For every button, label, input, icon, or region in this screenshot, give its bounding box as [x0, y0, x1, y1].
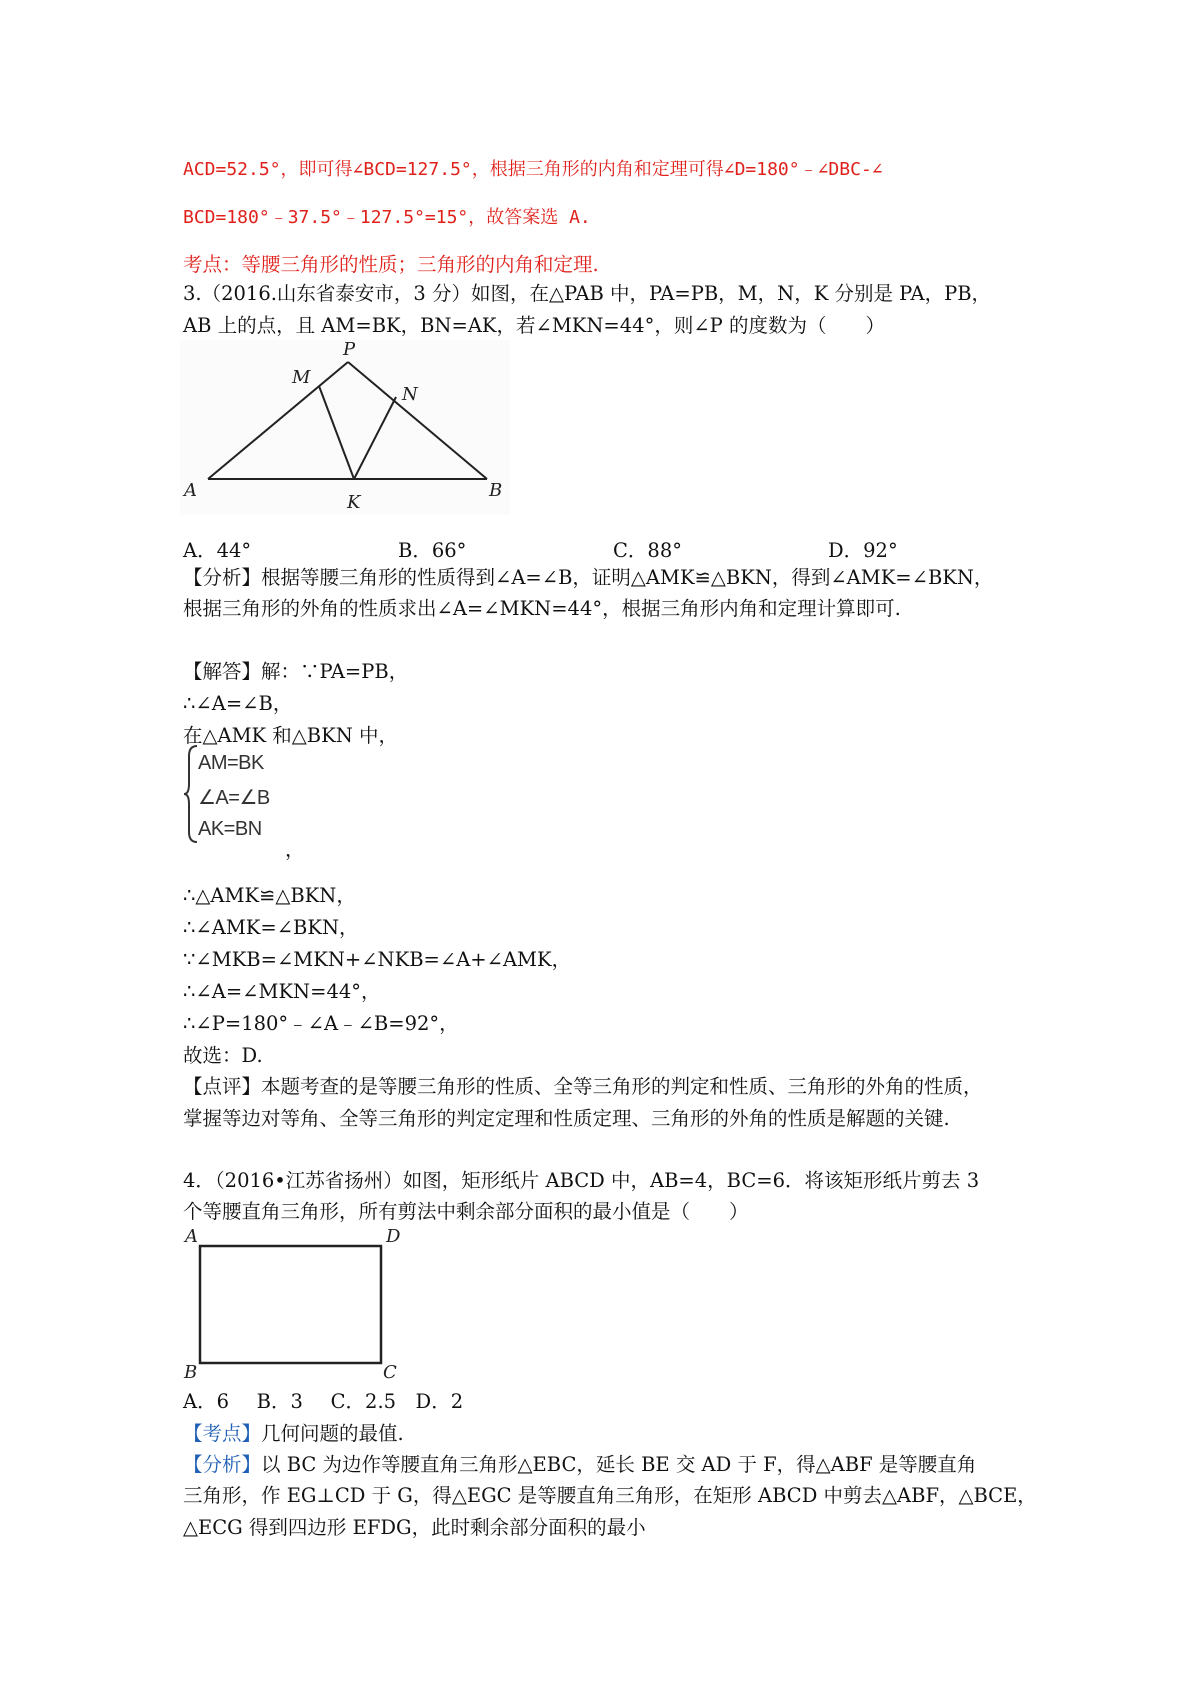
- solution-line-1: ACD=52.5°，即可得∠BCD=127.5°，根据三角形的内角和定理可得∠D=180°﹣∠DBC-∠: [183, 159, 883, 180]
- question-4-line-1: 4．（2016•江苏省扬州）如图，矩形纸片 ABCD 中，AB=4，BC=6．将该矩形纸片剪去 3: [183, 1169, 980, 1192]
- rectangle-ABCD: [200, 1246, 381, 1363]
- label-P: P: [343, 340, 356, 360]
- system-comma: ，: [285, 838, 305, 861]
- label-A: A: [185, 1226, 198, 1247]
- q4-analysis-line-3: △ECG 得到四边形 EFDG，此时剩余部分面积的最小: [183, 1516, 646, 1539]
- option-c: C．88°: [613, 539, 682, 562]
- q4-key-point: [183, 1422, 404, 1446]
- solution-step-3: 在△AMK 和△BKN 中，: [183, 724, 398, 747]
- comment-line-2: 掌握等边对等角、全等三角形的判定定理和性质定理、三角形的外角的性质是解题的关键.: [183, 1107, 950, 1130]
- option-a: A．44°: [183, 539, 252, 562]
- label-B: B: [489, 480, 503, 501]
- option-b: B．66°: [398, 539, 467, 562]
- system-row-2: ∠A=∠B: [198, 787, 270, 809]
- label-D: D: [386, 1226, 401, 1247]
- label-N: N: [402, 384, 418, 405]
- label-M: M: [292, 367, 311, 388]
- triangle-figure: [180, 340, 510, 515]
- label-B: B: [184, 1362, 198, 1381]
- label-A: A: [184, 480, 197, 501]
- analysis-tag: 【分析】: [183, 1453, 262, 1476]
- question-3-line-1: 3.（2016.山东省泰安市，3 分）如图，在△PAB 中，PA=PB，M，N，K 分别是 PA，PB，: [183, 282, 992, 305]
- solution-step-2: ∴∠A=∠B，: [183, 692, 293, 715]
- question-3-line-2: AB 上的点，且 AM=BK，BN=AK，若∠MKN=44°，则∠P 的度数为（ ）: [183, 314, 885, 337]
- solution-step-8: ∴∠P=180°﹣∠A﹣∠B=92°，: [183, 1012, 459, 1035]
- option-d: D．92°: [828, 539, 898, 562]
- system-row-1: AM=BK: [198, 752, 264, 774]
- q4-analysis-line-2: 三角形，作 EG⊥CD 于 G，得△EGC 是等腰直角三角形，在矩形 ABCD 中剪去△ABF，△BCE，: [183, 1484, 1037, 1507]
- q4-analysis-line-1: [183, 1453, 976, 1477]
- analysis-text: 以 BC 为边作等腰直角三角形△EBC，延长 BE 交 AD 于 F，得△ABF 是等腰直角: [261, 1453, 977, 1476]
- key-point-text: 几何问题的最值.: [261, 1422, 404, 1445]
- rectangle-figure: [180, 1226, 410, 1381]
- analysis-line-1: 【分析】根据等腰三角形的性质得到∠A=∠B，证明△AMK≌△BKN，得到∠AMK=∠BKN，: [183, 566, 994, 589]
- system-row-3: AK=BN: [198, 818, 262, 840]
- question-4-line-2: 个等腰直角三角形，所有剪法中剩余部分面积的最小值是（ ）: [183, 1200, 749, 1223]
- comment-line-1: 【点评】本题考查的是等腰三角形的性质、全等三角形的判定和性质、三角形的外角的性质，: [183, 1075, 983, 1098]
- key-point-tag: 【考点】: [183, 1422, 262, 1445]
- label-K: K: [347, 492, 361, 513]
- solution-step-6: ∵∠MKB=∠MKN+∠NKB=∠A+∠AMK，: [183, 948, 572, 971]
- solution-line-2: BCD=180°﹣37.5°﹣127.5°=15°，故答案选 A.: [183, 207, 591, 228]
- solution-step-5: ∴∠AMK=∠BKN，: [183, 916, 359, 939]
- key-point-line: 考点：等腰三角形的性质；三角形的内角和定理.: [183, 253, 599, 276]
- solution-step-1: 【解答】解：∵PA=PB，: [183, 660, 409, 683]
- label-C: C: [383, 1362, 397, 1381]
- solution-step-9: 故选：D.: [183, 1044, 263, 1067]
- question-4-options: A．6 B．3 C．2.5 D．2: [183, 1390, 464, 1413]
- solution-step-4: ∴△AMK≌△BKN，: [183, 884, 356, 907]
- solution-step-7: ∴∠A=∠MKN=44°，: [183, 980, 381, 1003]
- analysis-line-2: 根据三角形的外角的性质求出∠A=∠MKN=44°，根据三角形内角和定理计算即可.: [183, 597, 901, 620]
